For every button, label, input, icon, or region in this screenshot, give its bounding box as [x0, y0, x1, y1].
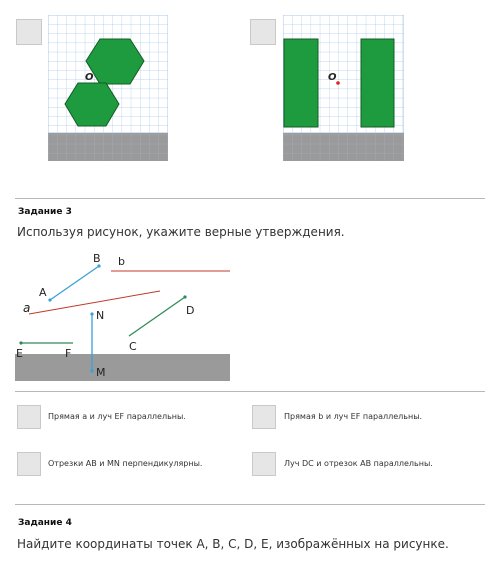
point-o-dot: [336, 81, 340, 85]
label-n: N: [96, 309, 105, 322]
section-divider: [15, 198, 485, 199]
option-label-3: Отрезки AB и MN перпендикулярны.: [48, 459, 203, 468]
task4-title: Задание 4: [18, 518, 72, 528]
task3-title: Задание 3: [18, 207, 72, 217]
figure-right-rectangles: [283, 15, 404, 161]
option-checkbox-1[interactable]: [17, 405, 41, 429]
label-b-point: B: [93, 252, 101, 265]
segment-ab: [50, 266, 99, 300]
option-checkbox-4[interactable]: [252, 452, 276, 476]
option-label-1: Прямая a и луч EF параллельны.: [48, 412, 186, 421]
option-label-2: Прямая b и луч EF параллельны.: [284, 412, 423, 421]
rectangle-right: [361, 39, 394, 127]
ground-strip: [15, 354, 230, 381]
option-checkbox-2[interactable]: [252, 405, 276, 429]
point-o-label: O: [85, 72, 94, 83]
section-divider: [15, 504, 485, 505]
label-c: C: [129, 340, 137, 353]
answer-checkbox-figure-left[interactable]: [16, 19, 42, 45]
label-f: F: [65, 347, 72, 360]
label-b-line: b: [118, 255, 125, 268]
figure-left-hexagons: [48, 15, 168, 161]
ray-dc: [129, 297, 185, 336]
label-a-line: a: [23, 301, 31, 315]
point-o-label: O: [328, 72, 337, 83]
rectangle-left: [284, 39, 318, 127]
label-d: D: [186, 304, 195, 317]
section-divider: [15, 391, 485, 392]
label-a-point: A: [39, 286, 47, 299]
label-m: M: [96, 366, 106, 379]
line-a: [29, 291, 160, 314]
task4-prompt: Найдите координаты точек A, B, C, D, E, изображённых на рисунке.: [17, 537, 449, 551]
task3-geometry-figure: [15, 248, 235, 383]
option-checkbox-3[interactable]: [17, 452, 41, 476]
answer-checkbox-figure-right[interactable]: [250, 19, 276, 45]
task3-prompt: Используя рисунок, укажите верные утверждения.: [17, 225, 345, 239]
label-e: E: [16, 347, 23, 360]
option-label-4: Луч DC и отрезок AB параллельны.: [284, 459, 433, 468]
